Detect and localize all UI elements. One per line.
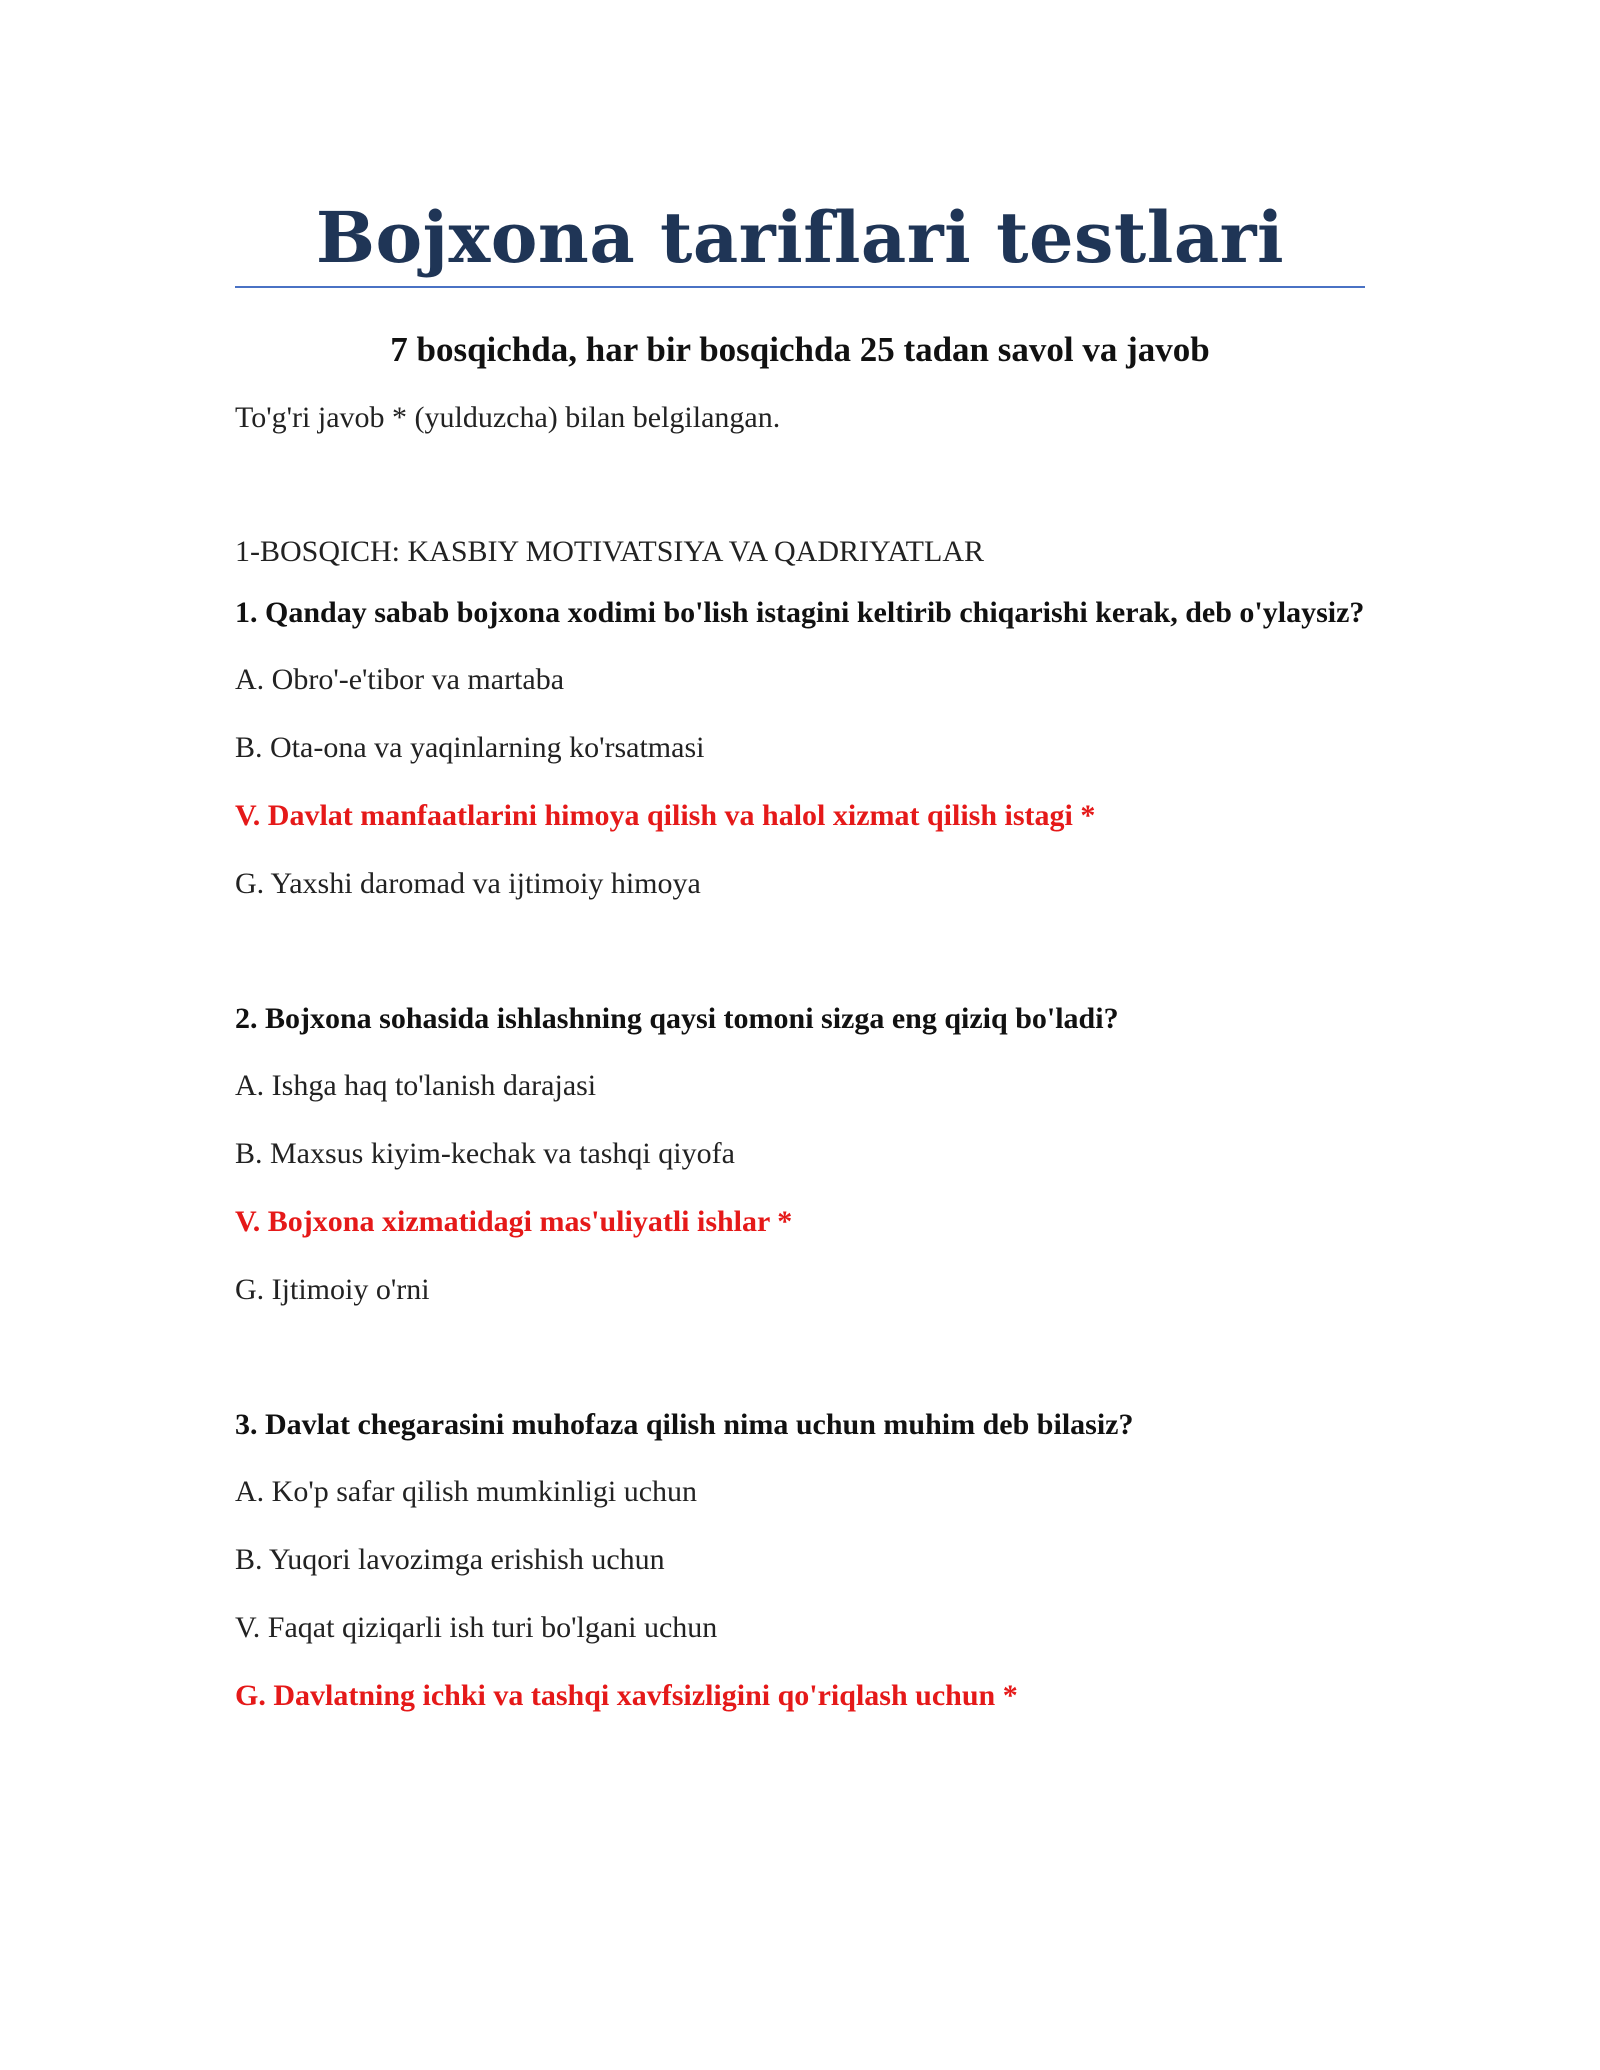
answer-key-note: To'g'ri javob * (yulduzcha) bilan belgilangan. — [235, 401, 781, 434]
answer-option: G. Ijtimoiy o'rni — [235, 1273, 430, 1306]
answer-option: G. Yaxshi daromad va ijtimoiy himoya — [235, 867, 701, 900]
document-title: Bojxona tariflari testlari — [315, 196, 1285, 279]
answer-option: A. Obro'-e'tibor va martaba — [235, 663, 565, 696]
answer-option: V. Faqat qiziqarli ish turi bo'lgani uchun — [235, 1611, 718, 1644]
document-subtitle: 7 bosqichda, har bir bosqichda 25 tadan savol va javob — [390, 330, 1210, 369]
answer-option-correct: G. Davlatning ichki va tashqi xavfsizligini qo'riqlash uchun * — [235, 1679, 1018, 1712]
question-block — [235, 1404, 1365, 1716]
answer-option-correct: V. Davlat manfaatlarini himoya qilish va halol xizmat qilish istagi * — [235, 799, 1096, 832]
question-block — [235, 592, 1365, 904]
document-page — [235, 0, 1365, 1716]
question-block — [235, 998, 1365, 1310]
answer-option: B. Ota-ona va yaqinlarning ko'rsatmasi — [235, 731, 705, 764]
question-text: 1. Qanday sabab bojxona xodimi bo'lish istagini keltirib chiqarishi kerak, deb o'ylaysiz? — [235, 596, 1365, 629]
answer-option-correct: V. Bojxona xizmatidagi mas'uliyatli ishlar * — [235, 1205, 793, 1238]
stage-heading: 1-BOSQICH: KASBIY MOTIVATSIYA VA QADRIYATLAR — [235, 535, 984, 568]
answer-option: A. Ko'p safar qilish mumkinligi uchun — [235, 1475, 698, 1508]
answer-option: A. Ishga haq to'lanish darajasi — [235, 1069, 597, 1102]
answer-option: B. Maxsus kiyim-kechak va tashqi qiyofa — [235, 1137, 735, 1170]
question-text: 2. Bojxona sohasida ishlashning qaysi tomoni sizga eng qiziq bo'ladi? — [235, 1002, 1119, 1035]
answer-option: B. Yuqori lavozimga erishish uchun — [235, 1543, 665, 1576]
question-text: 3. Davlat chegarasini muhofaza qilish nima uchun muhim deb bilasiz? — [235, 1408, 1134, 1441]
title-underline — [235, 286, 1365, 288]
